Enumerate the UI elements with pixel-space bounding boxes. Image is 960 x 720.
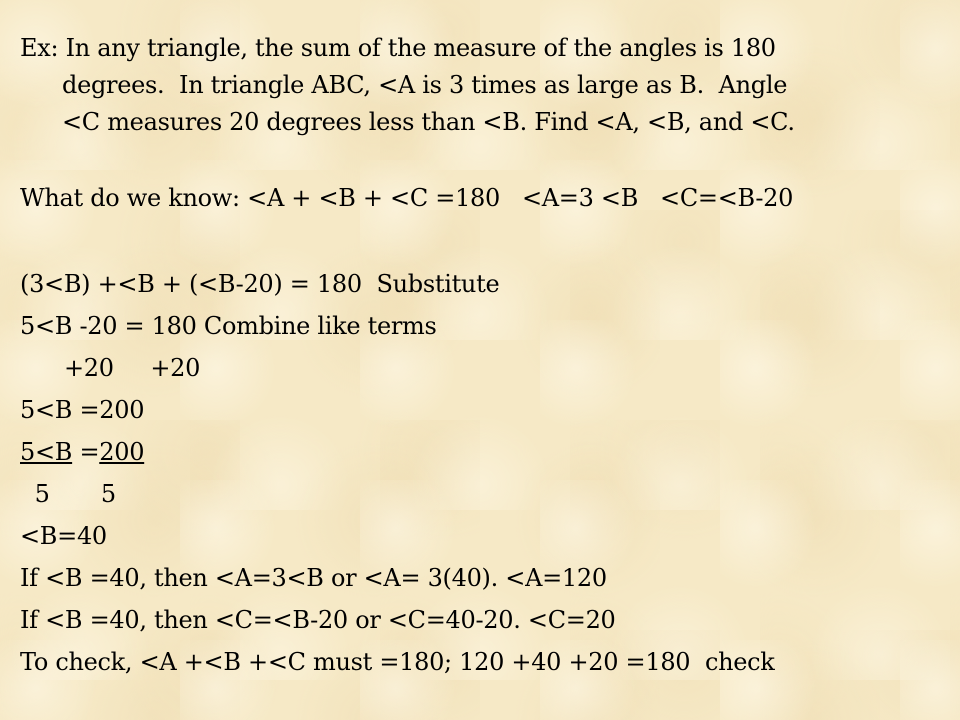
step-add-twenty: +20 +20 xyxy=(20,354,201,382)
divide-right: 200 xyxy=(99,438,145,466)
step-find-c: If <B =40, then <C=<B-20 or <C=40-20. <C=20 xyxy=(20,606,616,634)
problem-line-3: <C measures 20 degrees less than <B. Find <A, <B, and <C. xyxy=(62,108,795,136)
step-b-value: <B=40 xyxy=(20,522,107,550)
divide-left: 5<B xyxy=(20,438,73,466)
divide-equals: = xyxy=(72,438,100,466)
step-find-a: If <B =40, then <A=3<B or <A= 3(40). <A=120 xyxy=(20,564,607,592)
problem-line-1: Ex: In any triangle, the sum of the measure of the angles is 180 xyxy=(20,34,776,62)
step-result-200: 5<B =200 xyxy=(20,396,145,424)
step-check: To check, <A +<B +<C must =180; 120 +40 +20 =180 check xyxy=(20,648,775,676)
step-substitute: (3<B) +<B + (<B-20) = 180 Substitute xyxy=(20,270,500,298)
step-divisors: 5 5 xyxy=(20,480,116,508)
step-divide xyxy=(20,434,144,470)
known-facts: What do we know: <A + <B + <C =180 <A=3 <B <C=<B-20 xyxy=(20,184,794,212)
step-combine: 5<B -20 = 180 Combine like terms xyxy=(20,312,437,340)
problem-line-2: degrees. In triangle ABC, <A is 3 times as large as B. Angle xyxy=(62,71,788,99)
problem-statement xyxy=(20,30,920,141)
